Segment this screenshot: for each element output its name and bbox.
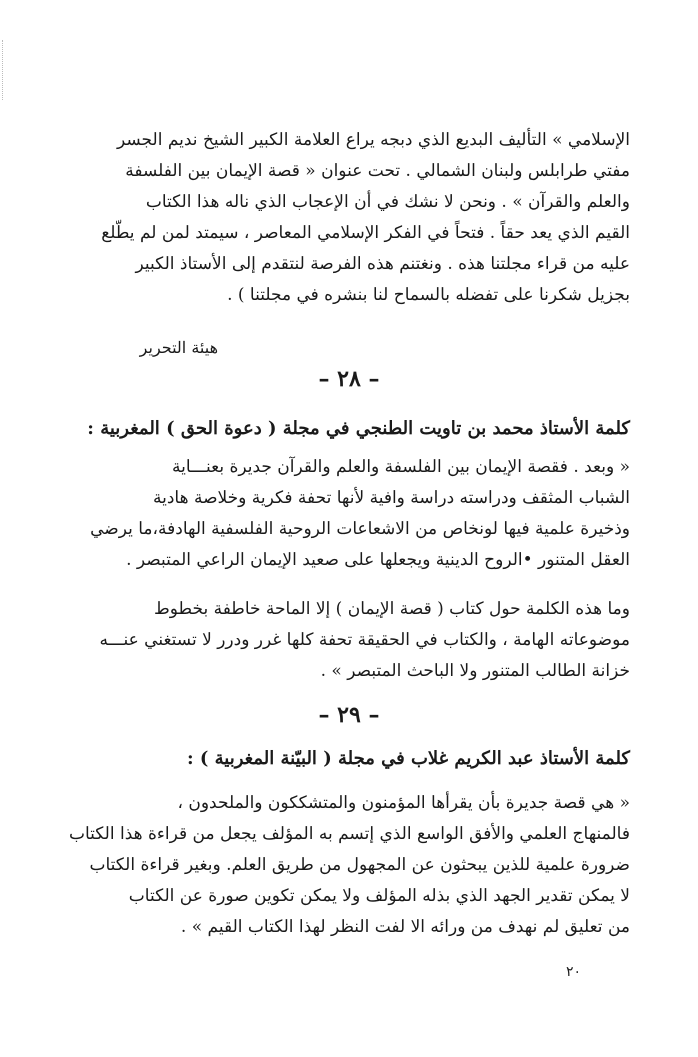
section-heading-29: كلمة الأستاذ عبد الكريم غلاب في مجلة ( البيّنة المغربية ) : [186,748,630,769]
scan-mark [2,40,6,100]
text-line: الشباب المثقف ودراسته دراسة وافية لأنها تحفة فكرية وخلاصة هادية [152,488,630,508]
quote-paragraph-28-1 [62,452,630,576]
text-line: « هي قصة جديرة بأن يقرأها المؤمنون والمتشككون والملحدون ، [177,793,630,813]
text-line: القيم الذي يعد حقاً . فتحاً في الفكر الإسلامي المعاصر ، سيمتد لمن لم يطّلع [101,223,630,243]
quote-paragraph-29 [62,788,630,943]
text-line: موضوعاته الهامة ، والكتاب في الحقيقة تحفة كلها غرر ودرر لا تستغني عنـــه [99,630,630,650]
quote-paragraph-28-2 [62,594,630,687]
text-line: فالمنهاج العلمي والأفق الواسع الذي إتسم به المؤلف يجعل من قراءة هذا الكتاب [68,824,630,844]
text-line: الإسلامي » التأليف البديع الذي دبجه يراع العلامة الكبير الشيخ نديم الجسر [117,130,630,150]
text-line: وما هذه الكلمة حول كتاب ( قصة الإيمان ) إلا الماحة خاطفة بخطوط [154,599,630,619]
section-number-29: – ٢٩ – [318,702,380,728]
text-line: بجزيل شكرنا على تفضله بالسماح لنا بنشره في مجلتنا ) . [227,285,630,305]
intro-paragraph [62,125,630,311]
text-line: « وبعد . فقصة الإيمان بين الفلسفة والعلم والقرآن جديرة بعنـــاية [172,457,630,477]
text-line: مفتي طرابلس ولبنان الشمالي . تحت عنوان « قصة الإيمان بين الفلسفة [125,161,630,181]
text-line: والعلم والقرآن » . ونحن لا نشك في أن الإعجاب الذي ناله هذا الكتاب [145,192,630,212]
section-heading-28: كلمة الأستاذ محمد بن تاويت الطنجي في مجلة ( دعوة الحق ) المغربية : [87,418,630,439]
page-number: ٢٠ [566,964,582,980]
text-line: العقل المتنور •الروح الدينية ويجعلها على صعيد الإيمان الراعي المتبصر . [126,550,630,570]
text-line: لا يمكن تقدير الجهد الذي بذله المؤلف ولا يمكن تكوين صورة عن الكتاب [128,886,630,906]
section-number-28: – ٢٨ – [318,366,380,392]
editorial-signature: هيئة التحرير [139,338,218,357]
text-line: خزانة الطالب المتنور ولا الباحث المتبصر » . [320,661,630,681]
text-line: عليه من قراء مجلتنا هذه . ونغتنم هذه الفرصة لنتقدم إلى الأستاذ الكبير [135,254,630,274]
text-line: ضرورة علمية للذين يبحثون عن المجهول من طريق العلم. وبغير قراءة الكتاب [89,855,630,875]
text-line: من تعليق لم نهدف من ورائه الا لفت النظر لهذا الكتاب القيم » . [180,917,630,937]
text-line: وذخيرة علمية فيها لونخاص من الاشعاعات الروحية الفلسفية الهادفة،ما يرضي [90,519,630,539]
